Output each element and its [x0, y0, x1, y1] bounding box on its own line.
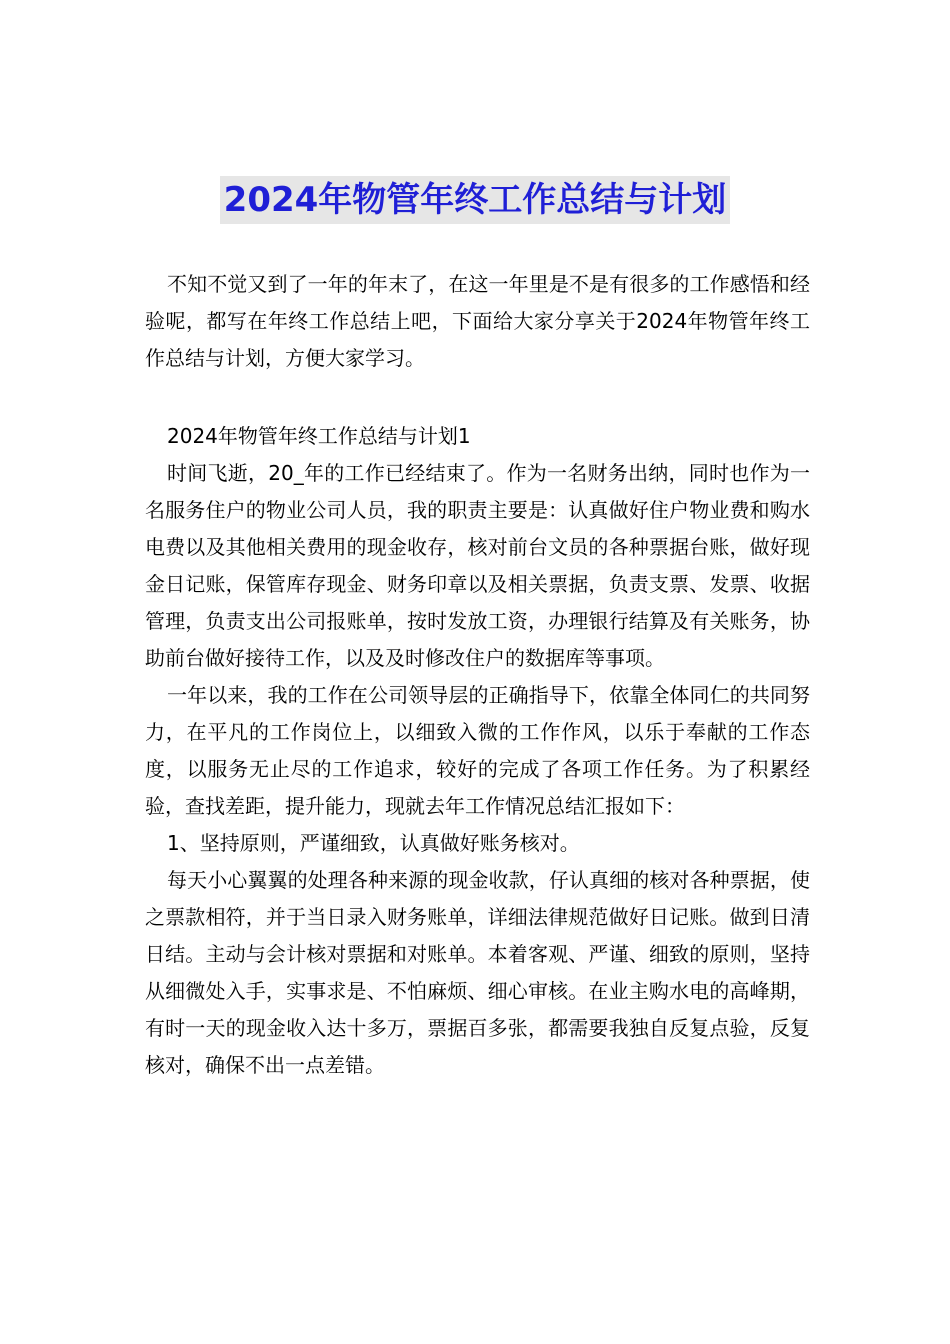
- body-paragraph: 时间飞逝，20_年的工作已经结束了。作为一名财务出纳，同时也作为一名服务住户的物业公司人员，我的职责主要是：认真做好住户物业费和购水电费以及其他相关费用的现金收存，核对前台文员的各种票据台账，做好现金日记账，保管库存现金、财务印章以及相关票据，负责支票、发票、收据管理，负责支出公司报账单，按时发放工资，办理银行结算及有关账务，协助前台做好接待工作，以及及时修改住户的数据库等事项。: [145, 461, 810, 670]
- body-paragraph: 一年以来，我的工作在公司领导层的正确指导下，依靠全体同仁的共同努力，在平凡的工作岗位上，以细致入微的工作作风，以乐于奉献的工作态度，以服务无止尽的工作追求，较好的完成了各项工作任务。为了积累经验，查找差距，提升能力，现就去年工作情况总结汇报如下：: [145, 683, 810, 818]
- intro-paragraph: 不知不觉又到了一年的年末了，在这一年里是不是有很多的工作感悟和经验呢，都写在年终工作总结上吧，下面给大家分享关于2024年物管年终工作总结与计划，方便大家学习。: [145, 272, 810, 370]
- intro-block: [145, 266, 810, 377]
- section-block: [145, 418, 810, 1084]
- section-heading: 2024年物管年终工作总结与计划1: [167, 424, 471, 448]
- title-container: [0, 176, 950, 224]
- list-item-heading: 1、坚持原则，严谨细致，认真做好账务核对。: [167, 831, 580, 855]
- document-title: 2024年物管年终工作总结与计划: [220, 176, 731, 224]
- body-paragraph: 每天小心翼翼的处理各种来源的现金收款，仔认真细的核对各种票据，使之票款相符，并于当日录入财务账单，详细法律规范做好日记账。做到日清日结。主动与会计核对票据和对账单。本着客观、严谨、细致的原则，坚持从细微处入手，实事求是、不怕麻烦、细心审核。在业主购水电的高峰期，有时一天的现金收入达十多万，票据百多张，都需要我独自反复点验，反复核对，确保不出一点差错。: [145, 868, 810, 1077]
